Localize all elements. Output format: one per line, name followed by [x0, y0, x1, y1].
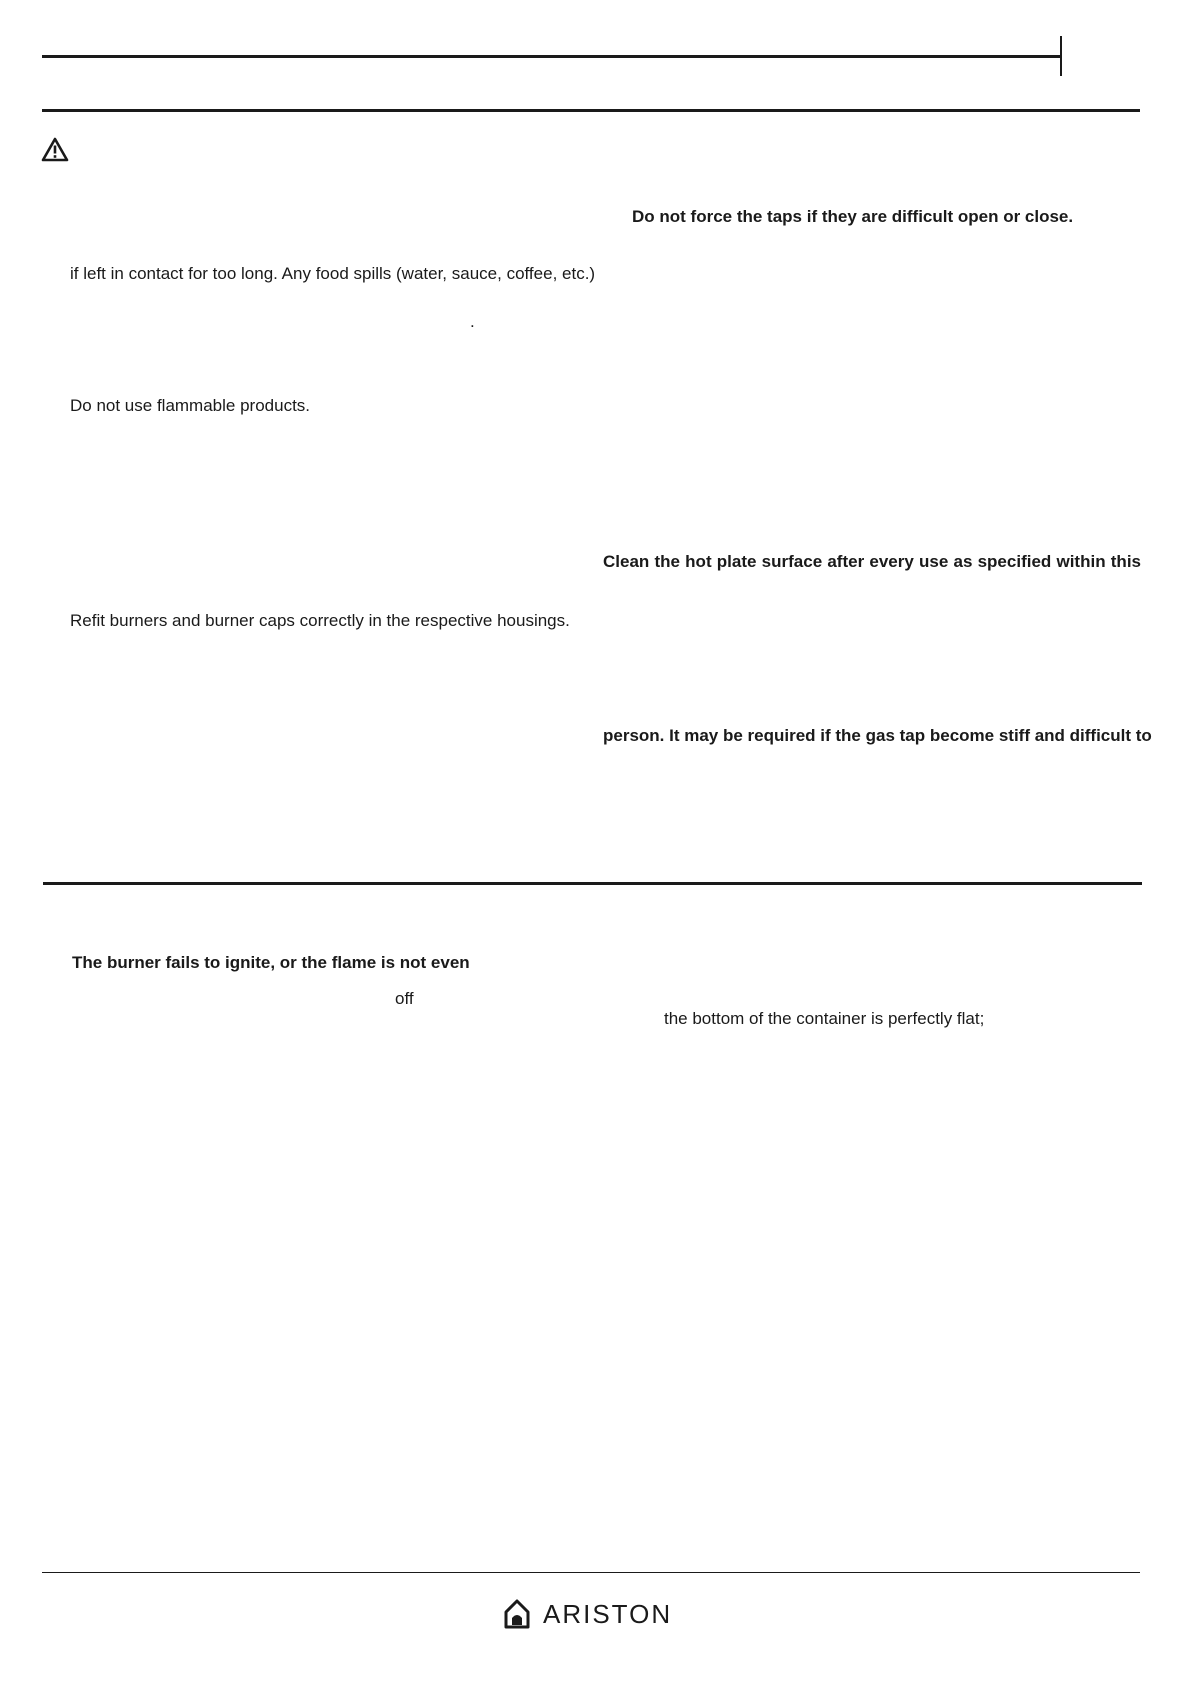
refit-burners-line: Refit burners and burner caps correctly in the respective housings.: [70, 611, 570, 630]
brand-wordmark: ARISTON: [543, 1598, 673, 1629]
force-taps-warning: Do not force the taps if they are difficult open or close.: [632, 207, 1074, 226]
section-rule-top: [42, 109, 1140, 112]
flammable-products-line: Do not use flammable products.: [70, 396, 311, 415]
footer-rule: [42, 1572, 1140, 1573]
problem-heading: The burner fails to ignite, or the flame is not even: [72, 953, 470, 972]
clean-surface-line: Clean the hot plate surface after every use as specified within this: [603, 552, 1141, 571]
word-off: off: [395, 989, 414, 1008]
food-spills-line: if left in contact for too long. Any food spills (water, sauce, coffee, etc.): [70, 264, 596, 283]
ariston-house-logo-icon: [503, 1598, 531, 1630]
header-top-rule: [42, 55, 1062, 58]
section-rule-troubleshooting: [43, 882, 1142, 885]
gas-tap-stiff-line: person. It may be required if the gas tap become stiff and difficult to: [603, 726, 1152, 745]
ariston-logo: [503, 1598, 672, 1630]
warning-triangle-icon: [41, 137, 69, 163]
header-tab-marker: [1060, 36, 1062, 76]
container-flat-line: the bottom of the container is perfectly flat;: [664, 1009, 985, 1028]
stray-dot: .: [470, 312, 475, 331]
